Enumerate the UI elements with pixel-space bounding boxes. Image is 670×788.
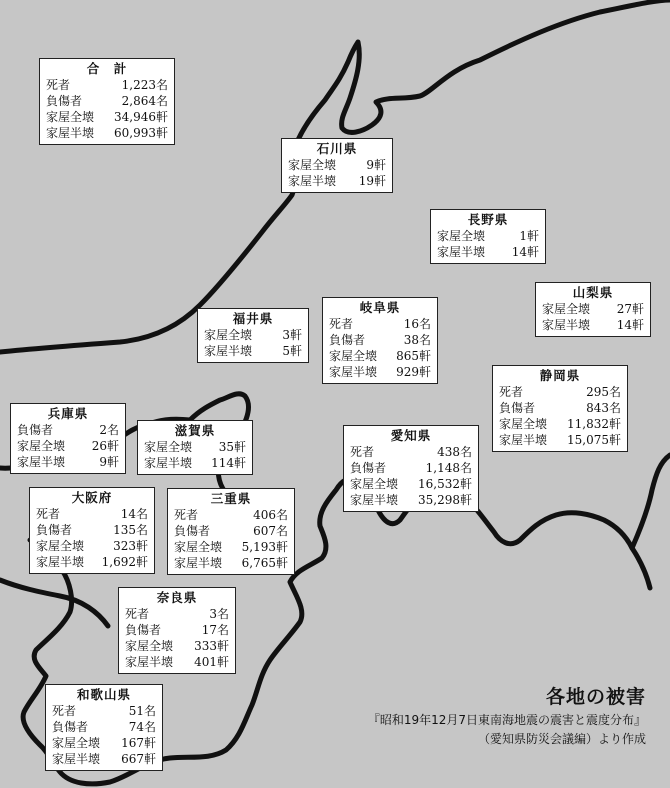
box-table (125, 606, 229, 670)
table-row (499, 416, 621, 432)
row-label: 死者 (329, 317, 354, 331)
table-row (499, 432, 621, 448)
box-table (288, 157, 386, 189)
row-value: 16名 (403, 317, 431, 331)
row-value: 6,765軒 (241, 556, 288, 570)
row-label: 家屋全壊 (174, 540, 223, 554)
box-table (17, 422, 119, 470)
row-label: 家屋半壊 (52, 752, 101, 766)
row-label: 負傷者 (329, 333, 366, 347)
aichi-coast (468, 500, 650, 588)
row-label: 家屋半壊 (499, 433, 548, 447)
box-title: 石川県 (316, 141, 358, 156)
box-table (329, 316, 431, 380)
aichi-box (343, 425, 479, 512)
shizuoka-box (492, 365, 628, 452)
fukui-box (197, 308, 309, 363)
row-label: 死者 (46, 78, 71, 92)
row-label: 家屋半壊 (288, 174, 337, 188)
row-label: 家屋半壊 (350, 493, 399, 507)
nagano-box (430, 209, 546, 264)
row-label: 死者 (499, 385, 524, 399)
shizuoka-coast (632, 455, 670, 548)
row-value: 38名 (403, 333, 431, 347)
row-label: 家屋半壊 (46, 126, 95, 140)
box-title: 合 計 (86, 61, 128, 76)
row-value: 1,148名 (425, 461, 472, 475)
row-label: 家屋全壊 (36, 539, 85, 553)
wakayama-box (45, 684, 163, 771)
table-row (36, 538, 148, 554)
box-title: 滋賀県 (174, 423, 216, 438)
row-value: 5,193軒 (241, 540, 288, 554)
row-label: 家屋半壊 (144, 456, 193, 470)
row-label: 家屋全壊 (329, 349, 378, 363)
box-table (437, 228, 539, 260)
row-value: 74名 (128, 720, 156, 734)
row-value: 323軒 (113, 539, 148, 553)
row-value: 60,993軒 (114, 126, 168, 140)
row-value: 15,075軒 (567, 433, 621, 447)
row-value: 167軒 (121, 736, 156, 750)
caption-title: 各地の被害 (545, 686, 646, 708)
row-label: 負傷者 (46, 94, 83, 108)
row-label: 家屋全壊 (52, 736, 101, 750)
table-row (288, 173, 386, 189)
row-value: 295名 (586, 385, 621, 399)
table-row (174, 555, 288, 571)
table-row (350, 460, 472, 476)
table-row (36, 522, 148, 538)
table-row (36, 506, 148, 522)
row-value: 1軒 (519, 229, 539, 243)
row-label: 死者 (52, 704, 77, 718)
row-value: 14軒 (616, 318, 644, 332)
table-row (125, 654, 229, 670)
mie-box (167, 488, 295, 575)
table-row (46, 77, 168, 93)
row-label: 家屋半壊 (174, 556, 223, 570)
row-value: 3名 (209, 607, 229, 621)
table-row (542, 301, 644, 317)
box-table (499, 384, 621, 448)
row-value: 843名 (586, 401, 621, 415)
row-label: 家屋半壊 (437, 245, 486, 259)
row-value: 19軒 (358, 174, 386, 188)
table-row (17, 454, 119, 470)
row-label: 家屋全壊 (499, 417, 548, 431)
table-row (437, 228, 539, 244)
row-value: 27軒 (616, 302, 644, 316)
table-row (204, 343, 302, 359)
table-row (52, 735, 156, 751)
table-row (329, 348, 431, 364)
box-table (46, 77, 168, 141)
box-table (542, 301, 644, 333)
row-label: 家屋半壊 (542, 318, 591, 332)
row-label: 死者 (36, 507, 61, 521)
row-value: 34,946軒 (114, 110, 168, 124)
row-value: 2名 (99, 423, 119, 437)
row-value: 2,864名 (121, 94, 168, 108)
table-row (288, 157, 386, 173)
table-row (329, 316, 431, 332)
table-row (174, 523, 288, 539)
row-label: 家屋全壊 (204, 328, 253, 342)
row-value: 406名 (253, 508, 288, 522)
ishikawa-box (281, 138, 393, 193)
box-title: 岐阜県 (359, 300, 401, 315)
row-value: 865軒 (396, 349, 431, 363)
row-value: 607名 (253, 524, 288, 538)
box-title: 三重県 (210, 491, 252, 506)
row-label: 家屋全壊 (17, 439, 66, 453)
row-label: 負傷者 (350, 461, 387, 475)
row-value: 9軒 (99, 455, 119, 469)
row-label: 家屋全壊 (542, 302, 591, 316)
table-row (46, 93, 168, 109)
table-row (329, 364, 431, 380)
table-row (542, 317, 644, 333)
table-row (52, 751, 156, 767)
row-label: 家屋全壊 (350, 477, 399, 491)
caption-source: 『昭和19年12月7日東南海地震の震害と震度分布』 (367, 713, 646, 727)
row-label: 家屋全壊 (125, 639, 174, 653)
box-table (204, 327, 302, 359)
row-value: 5軒 (282, 344, 302, 358)
table-row (125, 606, 229, 622)
row-value: 14軒 (511, 245, 539, 259)
table-row (46, 109, 168, 125)
map-caption (368, 683, 646, 749)
row-value: 1,692軒 (101, 555, 148, 569)
row-label: 家屋全壊 (288, 158, 337, 172)
row-label: 負傷者 (499, 401, 536, 415)
table-row (17, 438, 119, 454)
row-label: 家屋半壊 (36, 555, 85, 569)
osaka-box (29, 487, 155, 574)
row-value: 333軒 (194, 639, 229, 653)
row-value: 1,223名 (121, 78, 168, 92)
table-row (350, 492, 472, 508)
row-value: 35軒 (218, 440, 246, 454)
table-row (17, 422, 119, 438)
table-row (52, 719, 156, 735)
row-value: 3軒 (282, 328, 302, 342)
box-title: 長野県 (467, 212, 509, 227)
row-label: 家屋全壊 (437, 229, 486, 243)
row-value: 401軒 (194, 655, 229, 669)
yamanashi-box (535, 282, 651, 337)
row-value: 929軒 (396, 365, 431, 379)
box-table (144, 439, 246, 471)
table-row (329, 332, 431, 348)
shiga-box (137, 420, 253, 475)
shikoku-coast (0, 580, 108, 626)
table-row (437, 244, 539, 260)
box-table (52, 703, 156, 767)
table-row (174, 507, 288, 523)
row-label: 負傷者 (125, 623, 162, 637)
row-value: 135名 (113, 523, 148, 537)
box-title: 奈良県 (156, 590, 198, 605)
caption-credit: （愛知県防災会議編）より作成 (477, 732, 646, 746)
box-title: 静岡県 (539, 368, 581, 383)
row-label: 負傷者 (36, 523, 73, 537)
table-row (350, 476, 472, 492)
table-row (204, 327, 302, 343)
row-value: 26軒 (91, 439, 119, 453)
row-label: 家屋半壊 (329, 365, 378, 379)
box-table (350, 444, 472, 508)
row-value: 16,532軒 (418, 477, 472, 491)
row-label: 家屋全壊 (144, 440, 193, 454)
row-value: 17名 (201, 623, 229, 637)
row-value: 114軒 (211, 456, 246, 470)
row-value: 667軒 (121, 752, 156, 766)
box-table (36, 506, 148, 570)
row-label: 家屋半壊 (204, 344, 253, 358)
row-label: 死者 (350, 445, 375, 459)
box-title: 大阪府 (71, 490, 113, 505)
table-row (499, 384, 621, 400)
row-value: 14名 (120, 507, 148, 521)
table-row (125, 622, 229, 638)
row-label: 家屋半壊 (17, 455, 66, 469)
row-label: 負傷者 (174, 524, 211, 538)
table-row (46, 125, 168, 141)
row-value: 51名 (128, 704, 156, 718)
row-label: 負傷者 (52, 720, 89, 734)
row-label: 家屋全壊 (46, 110, 95, 124)
row-label: 負傷者 (17, 423, 54, 437)
box-title: 愛知県 (390, 428, 432, 443)
table-row (125, 638, 229, 654)
table-row (499, 400, 621, 416)
total-box (39, 58, 175, 145)
box-table (174, 507, 288, 571)
row-value: 11,832軒 (567, 417, 621, 431)
table-row (144, 455, 246, 471)
box-title: 山梨県 (572, 285, 614, 300)
table-row (350, 444, 472, 460)
table-row (52, 703, 156, 719)
row-value: 35,298軒 (418, 493, 472, 507)
row-label: 家屋半壊 (125, 655, 174, 669)
gifu-box (322, 297, 438, 384)
table-row (36, 554, 148, 570)
box-title: 兵庫県 (47, 406, 89, 421)
row-value: 9軒 (366, 158, 386, 172)
box-title: 和歌山県 (76, 687, 131, 702)
table-row (144, 439, 246, 455)
row-label: 死者 (174, 508, 199, 522)
nara-box (118, 587, 236, 674)
row-value: 438名 (437, 445, 472, 459)
box-title: 福井県 (232, 311, 274, 326)
table-row (174, 539, 288, 555)
hyogo-box (10, 403, 126, 474)
row-label: 死者 (125, 607, 150, 621)
